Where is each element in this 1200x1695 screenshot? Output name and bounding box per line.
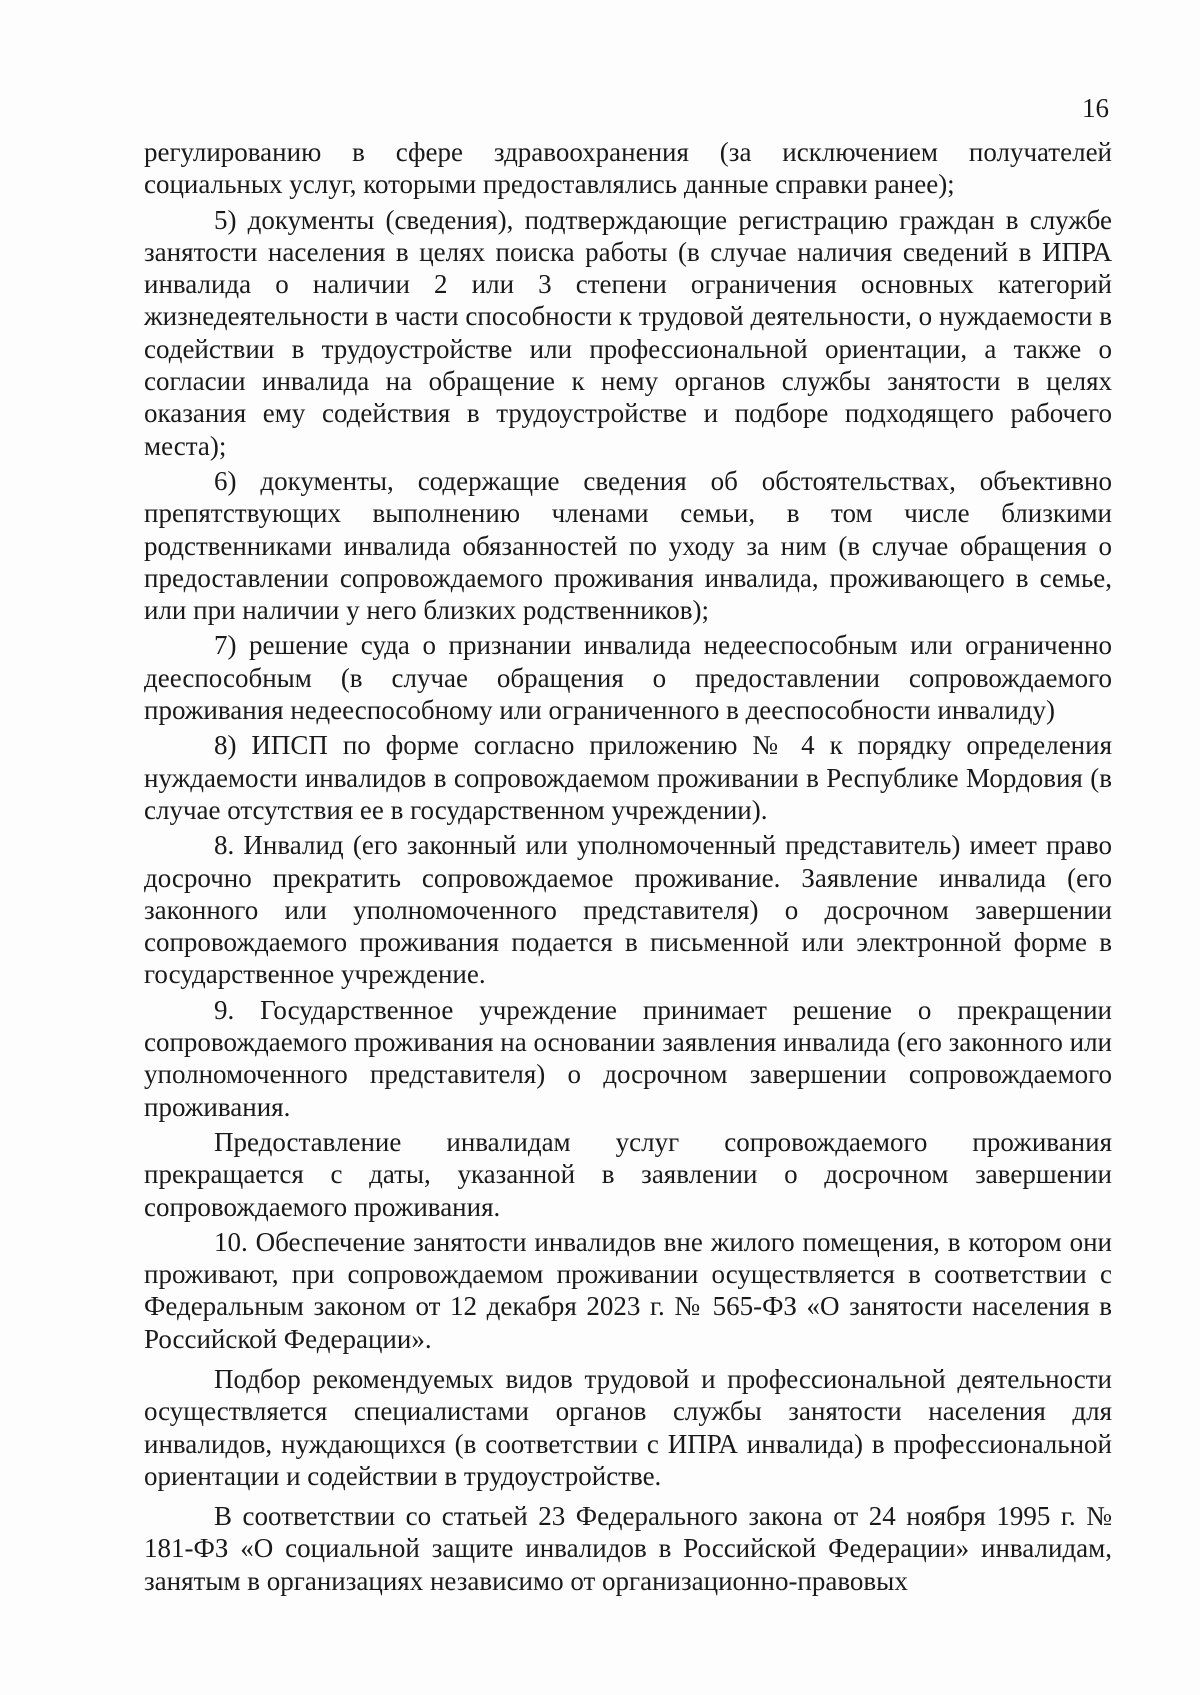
list-item-8: 8) ИПСП по форме согласно приложению № 4 к порядку определения нуждаемости инвалидов в сопровождаемом проживании в Республике Мордовия (в случае отсутствия ее в государственном учреждении). xyxy=(144,730,1112,825)
clause-9-paragraph-2: Предоставление инвалидам услуг сопровождаемого проживания прекращается с даты, указанной в заявлении о досрочном завершении сопровождаемого проживания. xyxy=(144,1126,1112,1222)
clause-10: 10. Обеспечение занятости инвалидов вне жилого помещения, в котором они проживают, при сопровождаемом проживании осуществляется в соответствии с Федеральным законом от 12 декабря 2023 г. № 565-ФЗ «О занятости населения в Российской Федерации». xyxy=(144,1226,1112,1354)
list-item-6: 6) документы, содержащие сведения об обстоятельствах, объективно препятствующих выполнению членами семьи, в том числе близкими родственниками инвалида обязанностей по уходу за ним (в случае обращения о предоставлении сопровождаемого проживания инвалида, проживающего в семье, или при наличии у него близких родственников); xyxy=(144,465,1112,626)
list-item-7: 7) решение суда о признании инвалида недееспособным или ограниченно дееспособным (в случае обращения о предоставлении сопровождаемого проживания недееспособному или ограниченного в дееспособности инвалиду) xyxy=(144,630,1112,726)
clause-10-paragraph-3: В соответствии со статьей 23 Федерального закона от 24 ноября 1995 г. № 181-ФЗ «О социальной защите инвалидов в Российской Федерации» инвалидам, занятым в организациях независимо от организационно-правовых xyxy=(144,1501,1112,1596)
paragraph-continuation: регулированию в сфере здравоохранения (за исключением получателей социальных услуг, которыми предоставлялись данные справки ранее); xyxy=(144,137,1112,200)
list-item-5: 5) документы (сведения), подтверждающие регистрацию граждан в службе занятости населения в целях поиска работы (в случае наличия сведений в ИПРА инвалида о наличии 2 или 3 степени ограничения основных категорий жизнедеятельности в части способности к трудовой деятельности, о нуждаемости в содействии в трудоустройстве или профессиональной ориентации, а также о согласии инвалида на обращение к нему органов службы занятости в целях оказания ему содействия в трудоустройстве и подборе подходящего рабочего места); xyxy=(144,204,1112,461)
clause-9: 9. Государственное учреждение принимает решение о прекращении сопровождаемого проживания на основании заявления инвалида (его законного или уполномоченного представителя) о досрочном завершении сопровождаемого проживания. xyxy=(144,994,1112,1122)
clause-10-paragraph-2: Подбор рекомендуемых видов трудовой и профессиональной деятельности осуществляется специалистами органов службы занятости населения для инвалидов, нуждающихся (в соответствии с ИПРА инвалида) в профессиональной ориентации и содействии в трудоустройстве. xyxy=(144,1363,1112,1491)
page-number: 16 xyxy=(1082,93,1109,123)
clause-8: 8. Инвалид (его законный или уполномоченный представитель) имеет право досрочно прекратить сопровождаемое проживание. Заявление инвалида (его законного или уполномоченного представителя) о досрочном завершении сопровождаемого проживания подается в письменной или электронной форме в государственное учреждение. xyxy=(144,830,1112,990)
document-body xyxy=(144,136,1112,1597)
